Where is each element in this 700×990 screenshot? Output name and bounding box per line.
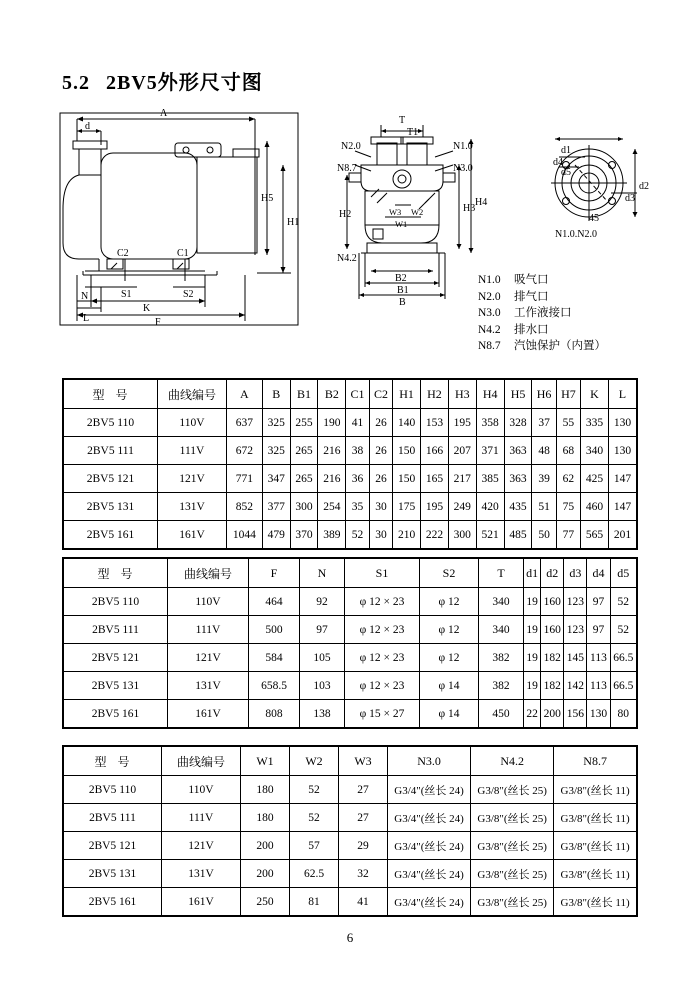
cell: 371 [476,437,504,465]
table-header-row [63,746,637,776]
cell: 363 [504,465,532,493]
cell: φ 12 × 23 [345,588,420,616]
cell: 111V [162,804,241,832]
cell: 201 [608,521,637,550]
cell: 584 [249,644,300,672]
cell: 222 [421,521,449,550]
cell: 325 [262,409,290,437]
cell: 450 [479,700,524,729]
cell: 216 [318,465,346,493]
table-row [63,588,637,616]
cell: G3/8"(丝长 25) [471,888,554,917]
col-header: W1 [241,746,290,776]
label-C1: C1 [177,248,189,259]
legend-desc: 排气口 [514,290,549,303]
cell: 145 [564,644,587,672]
cell: 2BV5 111 [63,616,168,644]
cell: 37 [532,409,556,437]
cell: 140 [393,409,421,437]
cell: 62 [556,465,580,493]
cell: 190 [318,409,346,437]
legend-desc: 工作液接口 [514,307,572,319]
cell: 255 [290,409,318,437]
cell: 340 [479,616,524,644]
col-header: d5 [610,558,637,588]
label-45: 45 [589,213,599,224]
col-header: H4 [476,379,504,409]
table-row [63,521,637,550]
legend-desc: 吸气口 [514,274,549,286]
cell: 97 [300,616,345,644]
cell: 50 [532,521,556,550]
cell: 2BV5 161 [63,888,162,917]
cell: 265 [290,465,318,493]
cell: 29 [339,832,388,860]
cell: 19 [524,644,541,672]
cell: 130 [587,700,610,729]
cell: 658.5 [249,672,300,700]
cell: 485 [504,521,532,550]
cell: 521 [476,521,504,550]
cell: 97 [587,616,610,644]
col-header: N4.2 [471,746,554,776]
cell: 160 [541,588,564,616]
legend-item [478,272,606,289]
col-header: N3.0 [388,746,471,776]
col-header: F [249,558,300,588]
cell: 347 [262,465,290,493]
col-header: B1 [290,379,318,409]
table-row [63,409,637,437]
label-N8-7: N8.7 [337,163,357,174]
cell: G3/4"(丝长 24) [388,804,471,832]
cell: 358 [476,409,504,437]
table-row [63,616,637,644]
cell: 464 [249,588,300,616]
col-header: H6 [532,379,556,409]
col-header: 曲线编号 [168,558,249,588]
legend-item [478,305,606,322]
cell: 27 [339,804,388,832]
cell: 153 [421,409,449,437]
cell: 105 [300,644,345,672]
label-S1: S1 [121,289,132,300]
col-header: H3 [448,379,476,409]
label-N: N [81,291,89,302]
cell: 19 [524,588,541,616]
cell: 150 [393,437,421,465]
section-title: 2BV5外形尺寸图 [106,72,263,94]
label-T1: T1 [407,127,419,138]
col-header: 曲线编号 [162,746,241,776]
cell: 110V [162,776,241,804]
cell: 55 [556,409,580,437]
label-N4-2: N4.2 [337,253,357,264]
cell: 57 [290,832,339,860]
cell: 32 [339,860,388,888]
cell: 2BV5 110 [63,776,162,804]
cell: 370 [290,521,318,550]
cell: 1044 [227,521,263,550]
cell: 2BV5 131 [63,860,162,888]
label-d5: d5 [561,167,571,178]
cell: φ 12 [420,588,479,616]
cell: 207 [448,437,476,465]
cell: G3/4"(丝长 24) [388,860,471,888]
table-header-row [63,379,637,409]
cell: 39 [532,465,556,493]
cell: 75 [556,493,580,521]
cell: 182 [541,672,564,700]
cell: 22 [524,700,541,729]
cell: 113 [587,644,610,672]
cell: 195 [448,409,476,437]
cell: 182 [541,644,564,672]
cell: 130 [608,409,637,437]
cell: 363 [504,437,532,465]
cell: 138 [300,700,345,729]
cell: 38 [346,437,369,465]
cell: φ 12 × 23 [345,672,420,700]
cell: 250 [241,888,290,917]
col-header: d3 [564,558,587,588]
label-H3: H3 [463,203,476,214]
cell: 2BV5 131 [63,493,158,521]
dimensions-table-1 [62,378,638,550]
cell: φ 12 × 23 [345,616,420,644]
cell: 147 [608,493,637,521]
cell: 249 [448,493,476,521]
table-row [63,493,637,521]
cell: 123 [564,616,587,644]
legend-code: N4.2 [478,323,501,336]
cell: 131V [168,672,249,700]
cell: 200 [241,832,290,860]
cell: 150 [393,465,421,493]
dimensions-table-2 [62,557,638,729]
legend-item [478,289,606,306]
label-T: T [399,115,406,126]
cell: 19 [524,616,541,644]
cell: φ 14 [420,672,479,700]
label-d2: d2 [639,181,649,192]
cell: G3/4"(丝长 24) [388,888,471,917]
page-number: 6 [346,930,354,945]
cell: G3/8"(丝长 25) [471,776,554,804]
label-S2: S2 [183,289,194,300]
label-H5: H5 [261,193,274,204]
cell: 254 [318,493,346,521]
cell: 382 [479,644,524,672]
legend-desc: 汽蚀保护（内置） [514,340,606,352]
label-N1-0: N1.0 [453,141,473,152]
cell: 131V [162,860,241,888]
cell: G3/8"(丝长 25) [471,804,554,832]
cell: 48 [532,437,556,465]
label-H2: H2 [339,209,352,220]
label-F: F [155,317,161,328]
cell: 27 [339,776,388,804]
label-N2-0: N2.0 [341,141,361,152]
cell: 672 [227,437,263,465]
cell: G3/4"(丝长 24) [388,832,471,860]
cell: 77 [556,521,580,550]
label-N3-0: N3.0 [453,163,473,174]
cell: φ 14 [420,700,479,729]
col-header: S1 [345,558,420,588]
cell: 166 [421,437,449,465]
col-header: d1 [524,558,541,588]
col-header: 型 号 [63,558,168,588]
cell: 80 [610,700,637,729]
cell: 180 [241,776,290,804]
col-header: L [608,379,637,409]
cell: 130 [608,437,637,465]
table-row [63,888,637,917]
cell: 52 [346,521,369,550]
cell: 210 [393,521,421,550]
cell: 19 [524,672,541,700]
cell: 217 [448,465,476,493]
cell: 131V [158,493,227,521]
col-header: B2 [318,379,346,409]
cell: 195 [421,493,449,521]
table-row [63,860,637,888]
cell: 161V [158,521,227,550]
cell: 265 [290,437,318,465]
cell: φ 12 [420,644,479,672]
cell: 52 [290,776,339,804]
label-B1: B1 [397,285,409,296]
label-A: A [160,108,168,119]
col-header: 曲线编号 [158,379,227,409]
label-B2: B2 [395,273,407,284]
cell: 123 [564,588,587,616]
cell: 300 [290,493,318,521]
cell: 2BV5 111 [63,437,158,465]
cell: G3/8"(丝长 11) [554,832,637,860]
cell: 81 [290,888,339,917]
cell: G3/8"(丝长 11) [554,860,637,888]
cell: 41 [346,409,369,437]
cell: 97 [587,588,610,616]
col-header: T [479,558,524,588]
cell: 161V [168,700,249,729]
page-title [62,66,263,95]
table-header-row [63,558,637,588]
cell: 2BV5 121 [63,644,168,672]
cell: G3/8"(丝长 11) [554,888,637,917]
col-header: N8.7 [554,746,637,776]
cell: 156 [564,700,587,729]
cell: 2BV5 110 [63,409,158,437]
col-header: S2 [420,558,479,588]
col-header: H5 [504,379,532,409]
cell: 113 [587,672,610,700]
cell: φ 15 × 27 [345,700,420,729]
page-footer [0,930,700,946]
col-header: d2 [541,558,564,588]
cell: 328 [504,409,532,437]
cell: 340 [581,437,609,465]
label-H4: H4 [475,197,488,208]
cell: 2BV5 110 [63,588,168,616]
cell: 36 [346,465,369,493]
label-B: B [399,297,406,308]
cell: 121V [162,832,241,860]
cell: 110V [158,409,227,437]
legend-item [478,338,606,355]
cell: 66.5 [610,672,637,700]
cell: 92 [300,588,345,616]
table-row [63,465,637,493]
cell: 110V [168,588,249,616]
cell: 479 [262,521,290,550]
cell: 111V [168,616,249,644]
legend-item [478,322,606,339]
cell: 325 [262,437,290,465]
cell: 180 [241,804,290,832]
cell: 385 [476,465,504,493]
col-header: C2 [369,379,392,409]
cell: 147 [608,465,637,493]
col-header: C1 [346,379,369,409]
dimensions-table-3 [62,745,638,917]
cell: 30 [369,493,392,521]
label-C2: C2 [117,248,129,259]
label-H1: H1 [287,217,300,228]
cell: G3/8"(丝长 25) [471,860,554,888]
cell: 161V [162,888,241,917]
cell: 121V [158,465,227,493]
cell: 300 [448,521,476,550]
cell: 565 [581,521,609,550]
cell: 175 [393,493,421,521]
cell: 808 [249,700,300,729]
table-row [63,804,637,832]
label-d1: d1 [561,145,571,156]
cell: 26 [369,465,392,493]
cell: 335 [581,409,609,437]
cell: G3/4"(丝长 24) [388,776,471,804]
col-header: W3 [339,746,388,776]
cell: 2BV5 161 [63,700,168,729]
table-row [63,700,637,729]
cell: 26 [369,409,392,437]
legend-code: N1.0 [478,274,501,286]
col-header: K [581,379,609,409]
legend [478,272,606,355]
col-header: B [262,379,290,409]
cell: 2BV5 131 [63,672,168,700]
cell: 51 [532,493,556,521]
legend-code: N3.0 [478,307,501,319]
cell: 142 [564,672,587,700]
label-d3: d3 [625,193,635,204]
cell: 2BV5 121 [63,465,158,493]
cell: 66.5 [610,644,637,672]
cell: φ 12 × 23 [345,644,420,672]
cell: 52 [290,804,339,832]
cell: 200 [241,860,290,888]
cell: G3/8"(丝长 11) [554,804,637,832]
cell: 111V [158,437,227,465]
legend-code: N2.0 [478,290,501,303]
cell: 2BV5 111 [63,804,162,832]
table-row [63,437,637,465]
cell: 52 [610,588,637,616]
section-number: 5.2 [62,72,90,94]
col-header: A [227,379,263,409]
label-L: L [83,313,90,324]
cell: 340 [479,588,524,616]
cell: 2BV5 161 [63,521,158,550]
col-header: H1 [393,379,421,409]
cell: 62.5 [290,860,339,888]
col-header: W2 [290,746,339,776]
cell: 52 [610,616,637,644]
cell: 26 [369,437,392,465]
cell: φ 12 [420,616,479,644]
cell: 200 [541,700,564,729]
col-header: N [300,558,345,588]
cell: 160 [541,616,564,644]
label-W2: W2 [411,207,424,217]
table-row [63,832,637,860]
cell: 377 [262,493,290,521]
cell: 35 [346,493,369,521]
col-header: 型 号 [63,746,162,776]
cell: 121V [168,644,249,672]
label-W1: W1 [395,219,408,229]
right-view-note: N1.0.N2.0 [555,229,597,240]
col-header: H7 [556,379,580,409]
cell: 420 [476,493,504,521]
cell: 460 [581,493,609,521]
cell: 68 [556,437,580,465]
table-row [63,672,637,700]
cell: 103 [300,672,345,700]
cell: 425 [581,465,609,493]
cell: 771 [227,465,263,493]
cell: 2BV5 121 [63,832,162,860]
cell: 852 [227,493,263,521]
table-row [63,644,637,672]
label-K: K [143,303,151,314]
cell: 500 [249,616,300,644]
label-d: d [85,121,90,132]
cell: 30 [369,521,392,550]
col-header: d4 [587,558,610,588]
legend-desc: 排水口 [514,323,549,336]
cell: 389 [318,521,346,550]
label-W3: W3 [389,207,402,217]
cell: G3/8"(丝长 25) [471,832,554,860]
cell: 435 [504,493,532,521]
label-d4: d4 [553,157,563,168]
cell: 382 [479,672,524,700]
cell: 216 [318,437,346,465]
cell: 41 [339,888,388,917]
col-header: H2 [421,379,449,409]
col-header: 型 号 [63,379,158,409]
cell: 165 [421,465,449,493]
table-row [63,776,637,804]
cell: 637 [227,409,263,437]
legend-code: N8.7 [478,340,501,352]
cell: G3/8"(丝长 11) [554,776,637,804]
